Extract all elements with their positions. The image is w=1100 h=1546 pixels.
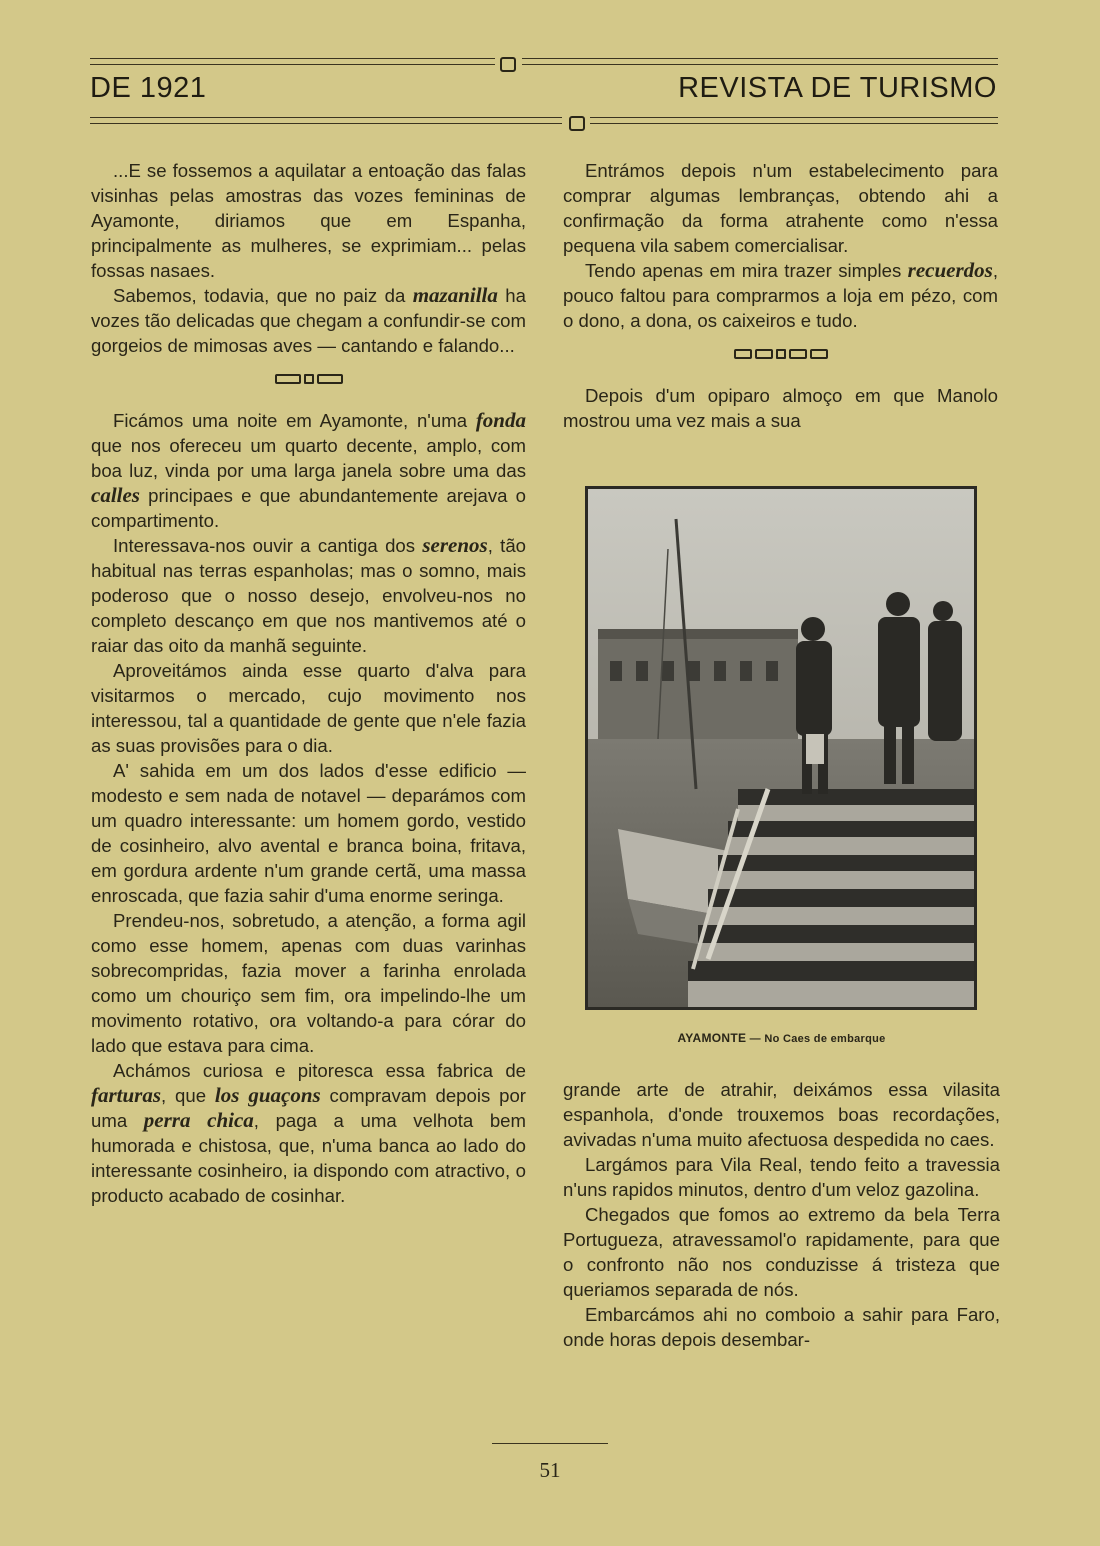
header-bottom-rule-right — [590, 117, 998, 124]
paragraph: Ficámos uma noite em Ayamonte, n'uma fonda que nos ofereceu um quarto decente, amplo, com boa luz, vinda por uma larga janela sobre uma das calles principaes e que abundantemente arejava o compartimento. — [91, 408, 526, 531]
paragraph: Sabemos, todavia, que no paiz da mazanilla ha vozes tão delicadas que chegam a confundir-se com gorgeios de mimosas aves — cantando e falando... — [91, 283, 526, 356]
header-top-rule-right — [522, 58, 998, 65]
paragraph: Depois d'um opiparo almoço em que Manolo mostrou uma vez mais a sua — [563, 385, 998, 431]
left-column — [91, 158, 526, 1208]
header-top-ornament — [500, 57, 516, 72]
paragraph: Achámos curiosa e pitoresca essa fabrica de farturas, que los guaçons compravam depois por uma perra chica, paga a uma velhota bem humorada e chistosa, que, n'uma banca ao lado do interessante cosinheiro, ia dispondo com atractivo, o producto acabado de cosinhar. — [91, 1060, 526, 1206]
header-bottom-ornament — [569, 116, 585, 131]
right-column-top — [563, 158, 998, 433]
right-column-bottom — [563, 1077, 1000, 1352]
paragraph: Embarcámos ahi no comboio a sahir para Faro, onde horas depois desembar- — [563, 1304, 1000, 1350]
header-bottom-rule-left — [90, 117, 562, 124]
footer-rule — [492, 1443, 608, 1444]
paragraph: Tendo apenas em mira trazer simples recuerdos, pouco faltou para comprarmos a loja em pézo, com o dono, a dona, os caixeiros e tudo. — [563, 258, 998, 331]
header-title: REVISTA DE TURISMO — [678, 72, 997, 104]
header-top-rule-left — [90, 58, 495, 65]
paragraph: ...E se fossemos a aquilatar a entoação das falas visinhas pelas amostras das vozes femininas de Ayamonte, diriamos que em Espanha, principalmente as mulheres, se exprimiam... pelas fossas nasaes. — [91, 160, 526, 281]
paragraph: Chegados que fomos ao extremo da bela Terra Portugueza, atravessamol'o rapidamente, para que o confronto não nos conduzisse á tristeza que queriamos separada de nós. — [563, 1204, 1000, 1300]
section-divider — [563, 341, 998, 366]
paragraph: Interessava-nos ouvir a cantiga dos serenos, tão habitual nas terras espanholas; mas o somno, mais poderoso que o nosso desejo, envolveu-nos no completo descanço em que nos mantivemos até o raiar das oito da manhã seguinte. — [91, 533, 526, 656]
page-number: 51 — [539, 1458, 561, 1482]
section-divider — [91, 366, 526, 391]
paragraph: grande arte de atrahir, deixámos essa vilasita espanhola, d'onde trouxemos boas recordações, avivadas n'uma muito afectuosa despedida no caes. — [563, 1079, 1000, 1150]
photo-caption: AYAMONTE — No Caes de embarque — [677, 1031, 886, 1045]
paragraph: Prendeu-nos, sobretudo, a atenção, a forma agil como esse homem, apenas com duas varinhas sobrecompridas, fazia mover a farinha enrolada como um chouriço sem fim, ora impelindo-lhe um movimento rotativo, ora voltando-a para córar do lado que estava para cima. — [91, 910, 526, 1056]
paragraph: A' sahida em um dos lados d'esse edificio — modesto e sem nada de notavel — deparámos com um quadro interessante: um homem gordo, vestido de cosinheiro, alvo avental e branca boina, fritava, em gordura ardente n'um grande certã, uma massa enroscada, que fazia sahir d'uma enorme seringa. — [91, 760, 526, 906]
photo-illustration — [588, 489, 974, 1007]
paragraph: Aproveitámos ainda esse quarto d'alva para visitarmos o mercado, cujo movimento nos interessou, tal a quantidade de gente que n'ele fazia as suas provisões para o dia. — [91, 660, 526, 756]
paragraph: Entrámos depois n'um estabelecimento para comprar algumas lembranças, obtendo ahi a confirmação da forma atrahente como n'essa pequena vila sabem comercialisar. — [563, 160, 998, 256]
paragraph: Largámos para Vila Real, tendo feito a travessia n'uns rapidos minutos, dentro d'um veloz gazolina. — [563, 1154, 1000, 1200]
photo-ayamonte-pier — [585, 486, 977, 1010]
header-date: DE 1921 — [90, 72, 207, 104]
